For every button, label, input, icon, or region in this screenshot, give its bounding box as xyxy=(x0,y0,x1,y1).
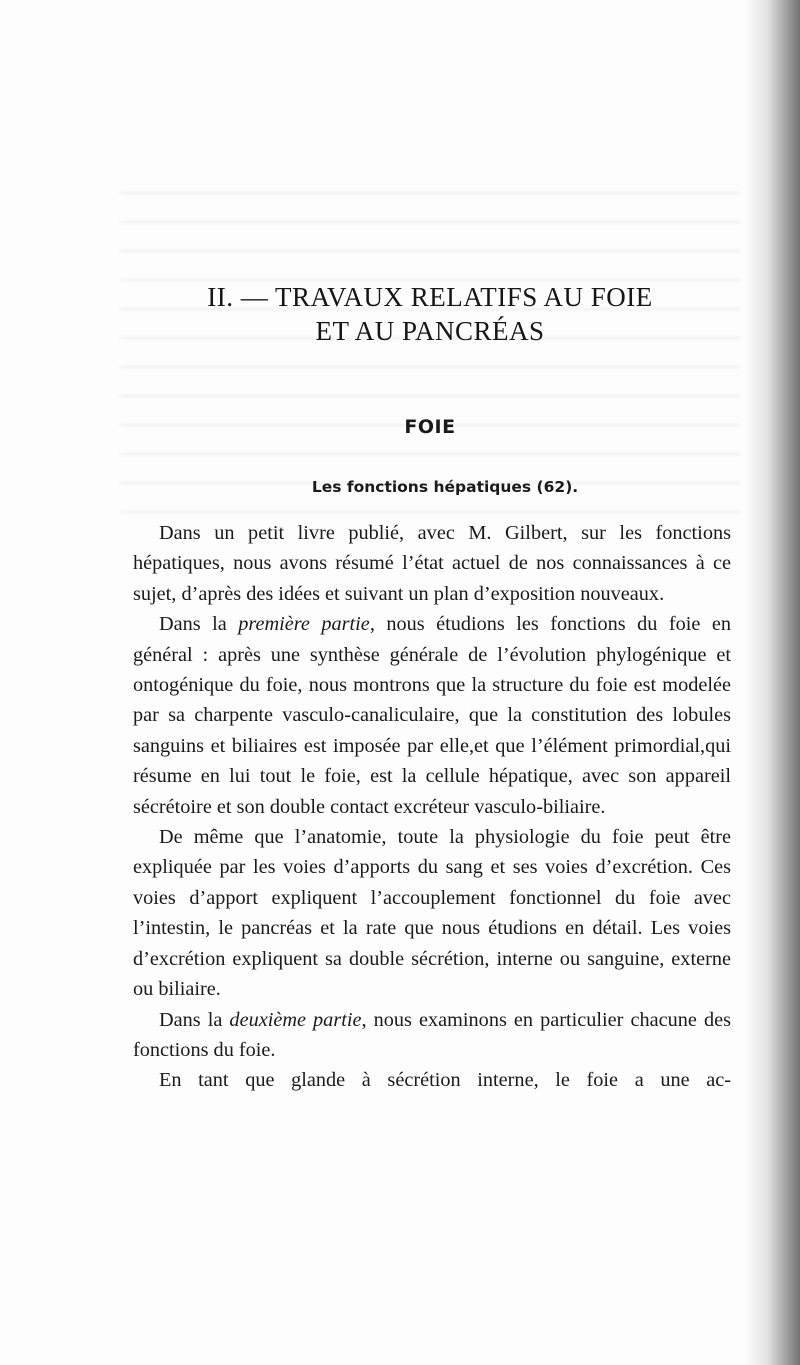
paragraph-5: En tant que glande à sécrétion interne, le foie a une ac- xyxy=(159,1069,731,1092)
paragraph-2 xyxy=(133,609,731,822)
chapter-title-line-2: ET AU PANCRÉAS xyxy=(315,316,545,346)
subsection-title: Les fonctions hépatiques (62). xyxy=(311,478,579,496)
paragraph-3: De même que l’anatomie, toute la physiologie du foie peut être expliquée par les voies d’apports du sang et ses voies d’excrétion. Ces voies d’apport expliquent l’accouplement fonctionnel du foie avec l’intestin, le pancréas et la rate que nous étudions en détail. Les voies d’excrétion expliquent sa double sécrétion, interne ou sanguine, externe ou biliaire. xyxy=(133,826,731,1001)
show-through-texture xyxy=(120,170,740,530)
chapter-title-line-1: II. — TRAVAUX RELATIFS AU FOIE xyxy=(207,282,653,312)
paragraph-1: Dans un petit livre publié, avec M. Gilbert, sur les fonctions hépatiques, nous avons résumé l’état actuel de nos connaissances à ce sujet, d’après des idées et suivant un plan d’exposition nouveaux. xyxy=(133,522,731,605)
paragraph-2-rest: , nous étudions les fonctions du foie en général : après une synthèse générale de l’évolution phylogénique et ontogénique du foie, nous montrons que la structure du foie est modelée par sa charpente vasculo-canaliculaire, que la constitution des lobules sanguins et biliaires est imposée par elle,et que l’élément primordial,qui résume en lui tout le foie, est la cellule hépatique, avec son appareil sécrétoire et son double contact excréteur vasculo-biliaire. xyxy=(133,613,731,818)
paragraph-4-start: Dans la xyxy=(159,1008,230,1031)
body-text xyxy=(133,518,731,1096)
paragraph-4 xyxy=(133,1005,731,1066)
section-title: FOIE xyxy=(404,416,456,438)
paragraph-4-italic: deuxième partie xyxy=(229,1008,362,1031)
paragraph-2-start: Dans la xyxy=(159,613,239,636)
paragraph-4-rest: , nous examinons en particulier chacune des fonctions du foie. xyxy=(133,1008,731,1061)
paragraph-2-italic: première partie xyxy=(238,613,370,636)
scan-edge-shadow xyxy=(745,0,800,1365)
